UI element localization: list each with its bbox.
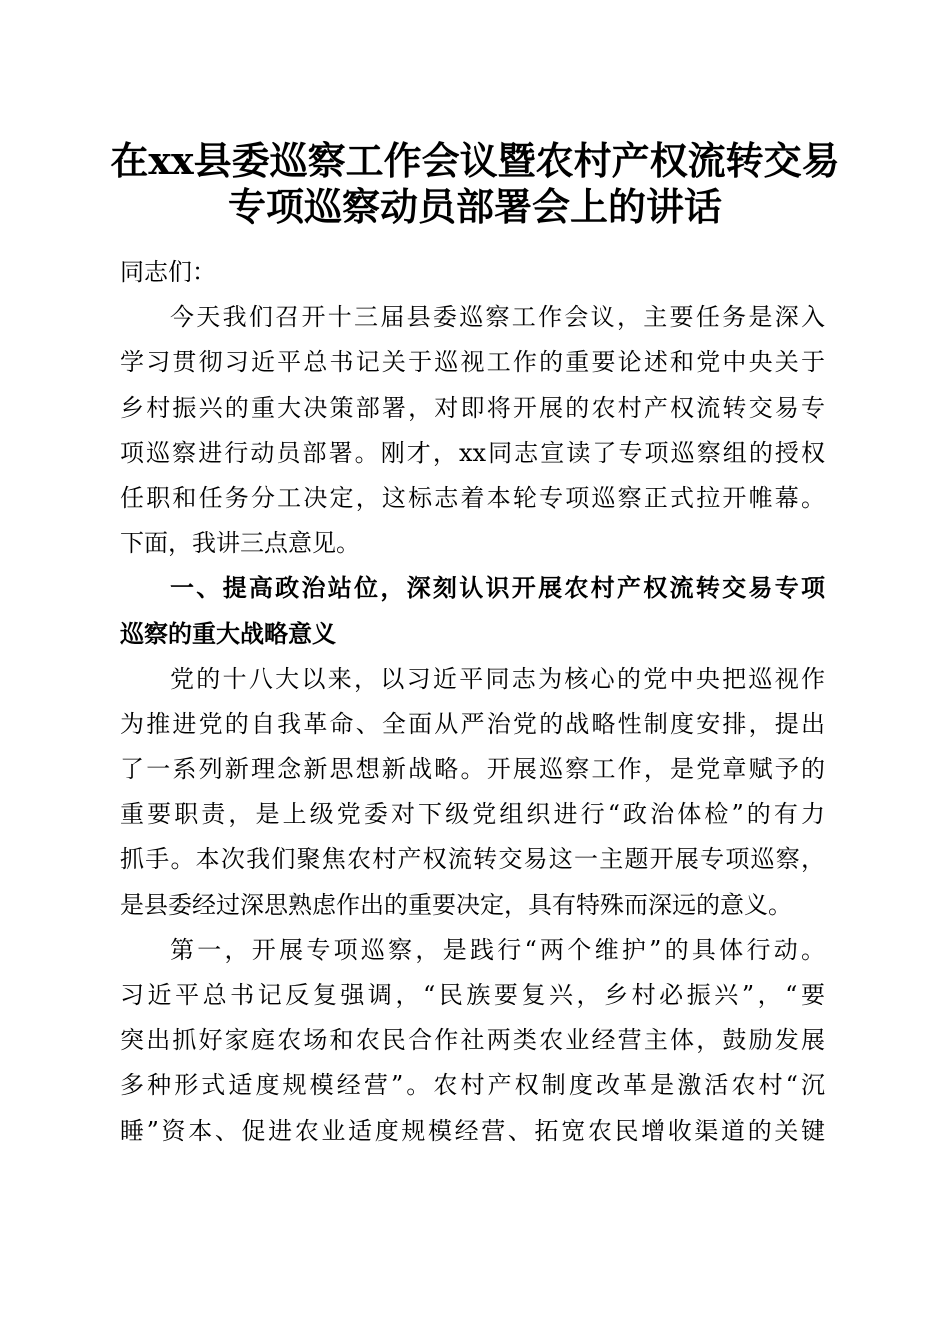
body-text-line: 乡村振兴的重大决策部署，对即将开展的农村产权流转交易专 <box>120 393 825 422</box>
body-text-line: 突出抓好家庭农场和农民合作社两类农业经营主体，鼓励发展 <box>120 1026 825 1055</box>
body-text-line: 任职和任务分工决定，这标志着本轮专项巡察正式拉开帷幕。 <box>120 483 825 512</box>
body-text-line: 为推进党的自我革命、全面从严治党的战略性制度安排，提出 <box>120 709 825 738</box>
body-text <box>120 295 825 1154</box>
body-text-line: 是县委经过深思熟虑作出的重要决定，具有特殊而深远的意义。 <box>120 890 792 919</box>
body-text-line: 下面，我讲三点意见。 <box>120 529 360 558</box>
salutation: 同志们： <box>120 258 216 286</box>
body-text-line: 了一系列新理念新思想新战略。开展巡察工作，是党章赋予的 <box>120 755 825 784</box>
body-text-line: 第一，开展专项巡察，是践行“两个维护”的具体行动。 <box>170 935 825 964</box>
body-text-line: 习近平总书记反复强调，“民族要复兴，乡村必振兴”，“要 <box>120 981 825 1009</box>
body-text-line: 今天我们召开十三届县委巡察工作会议，主要任务是深入 <box>170 303 825 332</box>
body-text-line: 项巡察进行动员部署。刚才，xx同志宣读了专项巡察组的授权 <box>120 438 825 467</box>
body-text-line: 学习贯彻习近平总书记关于巡视工作的重要论述和党中央关于 <box>120 348 825 377</box>
section-heading-line: 巡察的重大战略意义 <box>120 619 336 648</box>
section-heading-line: 一、提高政治站位，深刻认识开展农村产权流转交易专项 <box>170 574 825 603</box>
body-text-line: 党的十八大以来，以习近平同志为核心的党中央把巡视作 <box>170 664 825 693</box>
body-text-line: 多种形式适度规模经营”。农村产权制度改革是激活农村“沉 <box>120 1071 825 1100</box>
document-body <box>120 250 825 1154</box>
body-text-line: 睡”资本、促进农业适度规模经营、拓宽农民增收渠道的关键 <box>120 1116 825 1145</box>
body-text-line: 重要职责，是上级党委对下级党组织进行“政治体检”的有力 <box>120 800 825 829</box>
body-text-line: 抓手。本次我们聚焦农村产权流转交易这一主题开展专项巡察， <box>120 845 825 874</box>
document-title-line-1: 在xx县委巡察工作会议暨农村产权流转交易 <box>110 138 840 183</box>
document-title-line-2: 专项巡察动员部署会上的讲话 <box>227 184 722 229</box>
